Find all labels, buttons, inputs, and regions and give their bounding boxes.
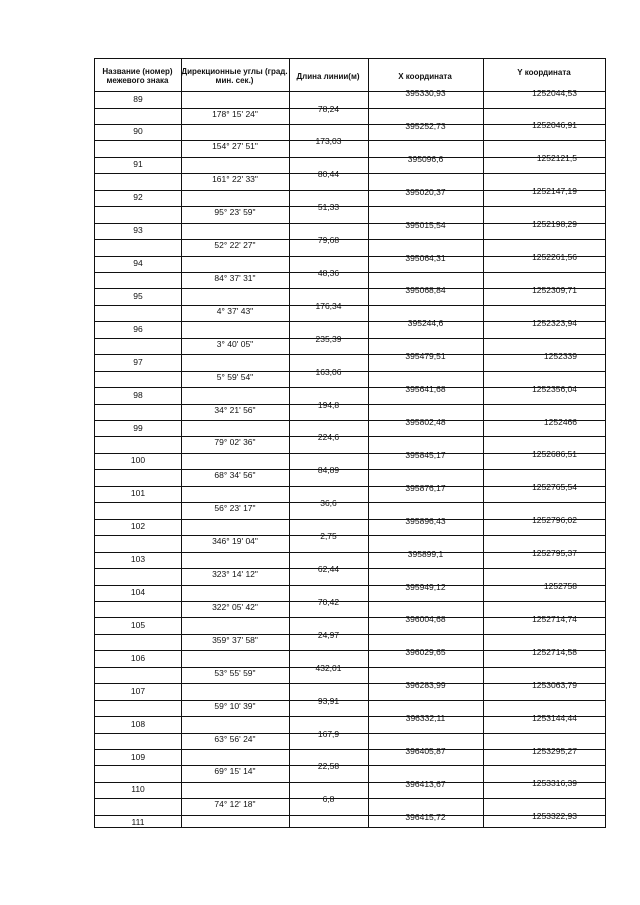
x-coordinate: 395949,12 <box>405 581 446 592</box>
y-coordinate: 1252261,56 <box>532 252 577 262</box>
y-coordinate: 1252339 <box>543 350 577 361</box>
y-coordinate: 1252686,51 <box>532 449 577 460</box>
y-coordinate: 1253144,44 <box>532 712 577 723</box>
point-name: 100 <box>130 455 146 466</box>
direction-angle: 63° 56' 24" <box>214 733 256 744</box>
line-length: 70,42 <box>317 597 340 607</box>
header-direction-angles: Дирекционные углы (град. мин. сек.) <box>181 67 288 85</box>
line-length: 194,8 <box>317 399 340 410</box>
line-length: 163,06 <box>315 366 342 377</box>
line-length: 167,9 <box>317 728 340 739</box>
direction-angle: 84° 37' 31" <box>214 272 256 283</box>
point-name: 105 <box>130 619 146 630</box>
y-coordinate: 1252044,53 <box>532 87 577 98</box>
direction-angle: 161° 22' 33" <box>212 174 258 185</box>
point-name: 108 <box>130 718 146 729</box>
x-coordinate: 396283,99 <box>405 680 446 691</box>
x-coordinate: 395330,93 <box>405 88 446 98</box>
line-length: 432,01 <box>315 662 342 673</box>
point-name: 102 <box>130 521 146 532</box>
y-coordinate: 1252046,91 <box>532 120 577 131</box>
point-name: 95 <box>133 290 143 301</box>
direction-angle: 69° 15' 14" <box>214 766 256 777</box>
point-name: 109 <box>130 751 146 762</box>
x-coordinate: 396415,72 <box>405 811 446 822</box>
point-name: 107 <box>130 685 146 696</box>
line-length: 48,36 <box>317 267 340 278</box>
x-coordinate: 395899,1 <box>407 548 444 559</box>
direction-angle: 56° 23' 17" <box>214 503 256 514</box>
x-coordinate: 395479,51 <box>405 351 446 362</box>
point-name: 106 <box>130 652 146 663</box>
line-length: 79,68 <box>317 235 340 245</box>
point-name: 99 <box>133 422 143 433</box>
y-coordinate: 1252323,94 <box>532 317 577 328</box>
x-coordinate: 395252,73 <box>405 120 446 131</box>
x-coordinate: 395020,37 <box>405 186 446 197</box>
line-length: 235,39 <box>315 333 342 344</box>
y-coordinate: 1252356,04 <box>532 383 577 394</box>
y-coordinate: 1252714,74 <box>532 613 577 624</box>
point-name: 90 <box>133 126 143 137</box>
x-coordinate: 395244,6 <box>407 318 444 329</box>
point-name: 91 <box>133 159 143 170</box>
x-coordinate: 396405,87 <box>405 746 446 756</box>
direction-angle: 59° 10' 39" <box>214 700 256 711</box>
direction-angle: 322° 05' 42" <box>212 602 258 612</box>
y-coordinate: 1252758 <box>543 581 577 591</box>
direction-angle: 178° 15' 24" <box>212 108 258 119</box>
x-coordinate: 396004,68 <box>405 614 446 625</box>
y-coordinate: 1252796,02 <box>532 515 577 526</box>
x-coordinate: 395015,54 <box>405 219 446 230</box>
direction-angle: 74° 12' 18" <box>214 799 256 810</box>
line-length: 24,97 <box>317 629 340 640</box>
direction-angle: 359° 37' 58" <box>212 634 258 645</box>
y-coordinate: 1252309,71 <box>532 284 577 295</box>
boundary-points-table <box>94 58 606 828</box>
point-name: 94 <box>133 258 143 268</box>
y-coordinate: 1252121,5 <box>536 153 577 164</box>
direction-angle: 154° 27' 51" <box>212 141 258 152</box>
line-length: 80,44 <box>317 169 340 180</box>
y-coordinate: 1252765,54 <box>532 482 577 493</box>
x-coordinate: 396413,67 <box>405 778 446 789</box>
point-name: 101 <box>130 488 146 499</box>
line-length: 173,03 <box>315 136 342 147</box>
point-name: 96 <box>133 323 143 334</box>
direction-angle: 95° 23' 59" <box>214 207 256 218</box>
direction-angle: 3° 40' 05" <box>216 338 254 349</box>
x-coordinate: 396029,65 <box>405 647 446 658</box>
line-length: 84,89 <box>317 465 340 476</box>
x-coordinate: 395876,17 <box>405 482 446 493</box>
x-coordinate: 395845,17 <box>405 449 446 460</box>
line-length: 93,91 <box>317 695 340 706</box>
direction-angle: 68° 34' 56" <box>214 470 256 481</box>
direction-angle: 34° 21' 56" <box>214 404 256 415</box>
line-length: 2,75 <box>320 531 337 542</box>
y-coordinate: 1253322,93 <box>532 811 577 822</box>
point-name: 111 <box>131 817 145 828</box>
direction-angle: 323° 14' 12" <box>212 569 258 579</box>
x-coordinate: 395096,6 <box>407 153 444 164</box>
line-length: 176,34 <box>315 300 342 311</box>
point-name: 89 <box>133 93 143 104</box>
x-coordinate: 396332,11 <box>405 713 446 724</box>
line-length: 224,6 <box>317 432 340 443</box>
direction-angle: 53° 55' 59" <box>214 667 256 678</box>
y-coordinate: 1253316,39 <box>532 778 577 789</box>
y-coordinate: 1252466 <box>543 416 577 427</box>
line-length: 6,8 <box>322 794 335 805</box>
line-length: 22,58 <box>317 761 340 772</box>
x-coordinate: 395802,48 <box>405 417 446 427</box>
point-name: 92 <box>133 192 143 203</box>
y-coordinate: 1252795,37 <box>532 548 577 559</box>
x-coordinate: 395068,84 <box>405 285 446 296</box>
y-coordinate: 1253295,27 <box>532 745 577 756</box>
point-name: 93 <box>133 225 143 236</box>
x-coordinate: 395064,31 <box>405 252 446 263</box>
direction-angle: 79° 02' 36" <box>214 437 256 448</box>
y-coordinate: 1252198,29 <box>532 219 577 230</box>
header-point-name: Название (номер) межевого знака <box>102 67 173 85</box>
x-coordinate: 395641,68 <box>405 384 446 395</box>
direction-angle: 4° 37' 43" <box>216 305 254 316</box>
line-length: 78,24 <box>317 103 340 114</box>
y-coordinate: 1252714,58 <box>532 646 577 657</box>
point-name: 110 <box>131 784 145 795</box>
line-length: 62,44 <box>317 564 340 574</box>
point-name: 103 <box>130 554 146 565</box>
header-x-coordinate: X координата <box>398 72 452 81</box>
header-line-length: Длина линии(м) <box>296 72 360 81</box>
y-coordinate: 1252147,19 <box>532 186 577 197</box>
direction-angle: 5° 59' 54" <box>216 371 254 382</box>
direction-angle: 346° 19' 04" <box>212 536 258 547</box>
direction-angle: 52° 22' 27" <box>214 240 256 250</box>
header-y-coordinate: Y координата <box>517 68 571 77</box>
y-coordinate: 1253063,79 <box>532 679 577 690</box>
point-name: 97 <box>133 356 143 367</box>
line-length: 36,6 <box>320 498 337 509</box>
point-name: 98 <box>133 389 143 400</box>
x-coordinate: 395896,43 <box>405 515 446 526</box>
line-length: 51,33 <box>317 202 340 213</box>
point-name: 104 <box>130 587 146 597</box>
